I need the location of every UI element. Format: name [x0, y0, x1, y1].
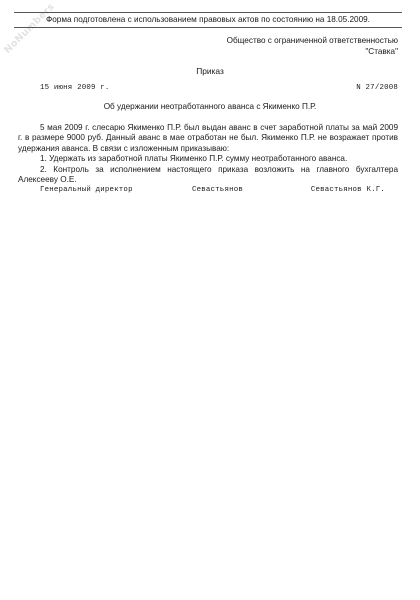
signatory-position: Генеральный директор — [40, 186, 133, 194]
body-paragraph-intro: 5 мая 2009 г. слесарю Якименко П.Р. был выдан аванс в счет заработной платы за май 2009 г. в размере 9000 руб. Данный аванс в мае отработан не был. Якименко П.Р. не возражает против удержания аванса. В связи с изложенным приказываю: — [18, 123, 398, 153]
organization-name: "Ставка" — [365, 47, 398, 56]
signature-block — [40, 186, 385, 198]
order-body — [18, 123, 398, 185]
signature: Севастьянов — [192, 186, 243, 194]
order-date: 15 июня 2009 г. — [40, 84, 110, 92]
document-type: Приказ — [196, 66, 224, 76]
organization-type: Общество с ограниченной ответственностью — [226, 36, 398, 45]
signatory-name: Севастьянов К.Г. — [310, 186, 385, 194]
order-number: N 27/2008 — [356, 84, 398, 92]
form-prepared-note: Форма подготовлена с использованием правовых актов по состоянию на 18.05.2009. — [14, 12, 402, 28]
watermark: NoNumbers — [2, 1, 57, 56]
order-subject: Об удержании неотработанного аванса с Якименко П.Р. — [103, 102, 317, 111]
body-paragraph-item-2: 2. Контроль за исполнением настоящего приказа возложить на главного бухгалтера Алексееву О.Е. — [18, 164, 398, 185]
organization-block — [158, 35, 398, 57]
body-paragraph-item-1: 1. Удержать из заработной платы Якименко П.Р. сумму неотработанного аванса. — [40, 154, 348, 164]
